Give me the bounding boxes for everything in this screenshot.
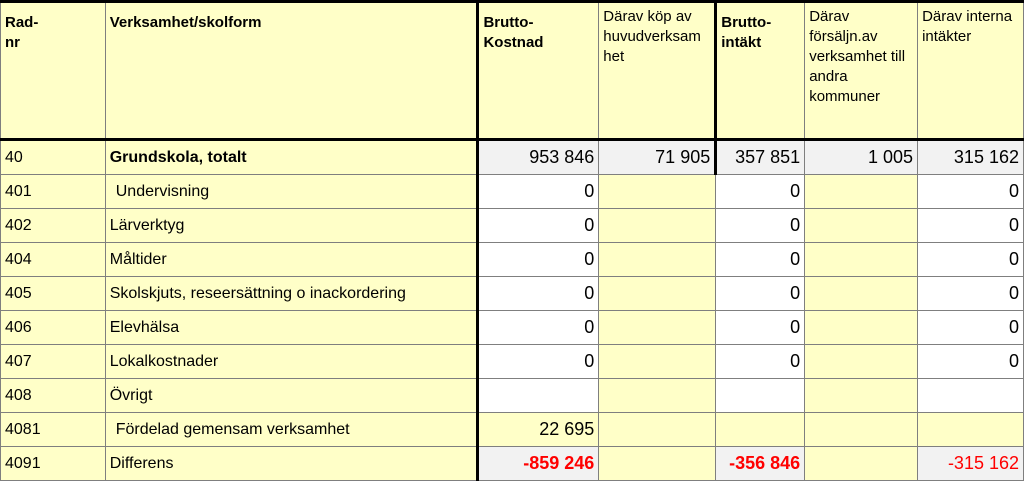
cell-kop[interactable] [599,345,716,379]
header-darav-interna: Därav interna intäkter [918,2,1024,140]
cell-label[interactable]: Lärverktyg [105,209,478,243]
cell-kop[interactable] [599,243,716,277]
cell-interna[interactable]: 0 [918,277,1024,311]
table-row [1,140,1024,175]
cell-interna[interactable] [918,379,1024,413]
cell-kop[interactable] [599,277,716,311]
cell-kop[interactable]: 71 905 [599,140,716,175]
header-radnr: Rad- nr [1,2,106,140]
cell-interna[interactable]: 315 162 [918,140,1024,175]
cell-label[interactable]: Lokalkostnader [105,345,478,379]
cell-radnr[interactable]: 40 [1,140,106,175]
cell-kostnad[interactable]: 0 [478,209,599,243]
cell-radnr[interactable]: 406 [1,311,106,345]
cell-kop[interactable] [599,379,716,413]
table-row [1,175,1024,209]
cell-kostnad[interactable]: 0 [478,243,599,277]
cell-forsaljn[interactable] [805,311,918,345]
cell-interna[interactable]: 0 [918,209,1024,243]
cell-kostnad[interactable]: 0 [478,311,599,345]
table-row [1,277,1024,311]
cell-intakt[interactable]: 0 [716,175,805,209]
cell-kop[interactable] [599,175,716,209]
cell-interna[interactable] [918,413,1024,447]
header-brutto-kostnad: Brutto- Kostnad [478,2,599,140]
header-darav-kop: Därav köp av huvudverksam het [599,2,716,140]
cell-label[interactable]: Fördelad gemensam verksamhet [105,413,478,447]
cell-interna[interactable]: 0 [918,243,1024,277]
cell-kostnad[interactable] [478,379,599,413]
cell-radnr[interactable]: 408 [1,379,106,413]
cell-intakt[interactable]: 0 [716,243,805,277]
cell-radnr[interactable]: 404 [1,243,106,277]
table-row [1,311,1024,345]
cell-label[interactable]: Skolskjuts, reseersättning o inackordering [105,277,478,311]
cell-label[interactable]: Undervisning [105,175,478,209]
cell-kop[interactable] [599,209,716,243]
cell-radnr[interactable]: 402 [1,209,106,243]
cell-forsaljn[interactable] [805,379,918,413]
cell-kostnad[interactable]: -859 246 [478,447,599,481]
cell-forsaljn[interactable] [805,243,918,277]
header-row [1,2,1024,140]
cell-kostnad[interactable]: 0 [478,345,599,379]
cell-label[interactable]: Övrigt [105,379,478,413]
cell-forsaljn[interactable] [805,345,918,379]
cell-label[interactable]: Differens [105,447,478,481]
cell-forsaljn[interactable] [805,175,918,209]
cell-interna[interactable]: -315 162 [918,447,1024,481]
header-darav-forsaljn: Därav försäljn.av verksamhet till andra kommuner [805,2,918,140]
cell-intakt[interactable]: 0 [716,277,805,311]
cell-kostnad[interactable]: 0 [478,277,599,311]
cell-intakt[interactable]: 0 [716,311,805,345]
cell-kostnad[interactable]: 0 [478,175,599,209]
table-row [1,243,1024,277]
cell-intakt[interactable]: 0 [716,345,805,379]
cell-intakt[interactable] [716,379,805,413]
table-row [1,209,1024,243]
cell-radnr[interactable]: 4081 [1,413,106,447]
cell-forsaljn[interactable]: 1 005 [805,140,918,175]
table-row [1,413,1024,447]
cell-interna[interactable]: 0 [918,345,1024,379]
cell-kop[interactable] [599,447,716,481]
cell-forsaljn[interactable] [805,413,918,447]
cell-intakt[interactable]: 0 [716,209,805,243]
header-brutto-intakt: Brutto- intäkt [716,2,805,140]
cell-label[interactable]: Grundskola, totalt [105,140,478,175]
cell-kop[interactable] [599,413,716,447]
cell-forsaljn[interactable] [805,277,918,311]
header-verksamhet: Verksamhet/skolform [105,2,478,140]
cell-kostnad[interactable]: 953 846 [478,140,599,175]
cell-label[interactable]: Elevhälsa [105,311,478,345]
cell-radnr[interactable]: 407 [1,345,106,379]
cell-intakt[interactable] [716,413,805,447]
cell-forsaljn[interactable] [805,447,918,481]
cell-radnr[interactable]: 405 [1,277,106,311]
cell-interna[interactable]: 0 [918,175,1024,209]
cell-intakt[interactable]: 357 851 [716,140,805,175]
cell-intakt[interactable]: -356 846 [716,447,805,481]
table-row [1,345,1024,379]
table-row [1,379,1024,413]
cell-label[interactable]: Måltider [105,243,478,277]
cell-radnr[interactable]: 4091 [1,447,106,481]
cell-forsaljn[interactable] [805,209,918,243]
cell-kop[interactable] [599,311,716,345]
cell-interna[interactable]: 0 [918,311,1024,345]
table-row [1,447,1024,481]
cell-kostnad[interactable]: 22 695 [478,413,599,447]
cell-radnr[interactable]: 401 [1,175,106,209]
